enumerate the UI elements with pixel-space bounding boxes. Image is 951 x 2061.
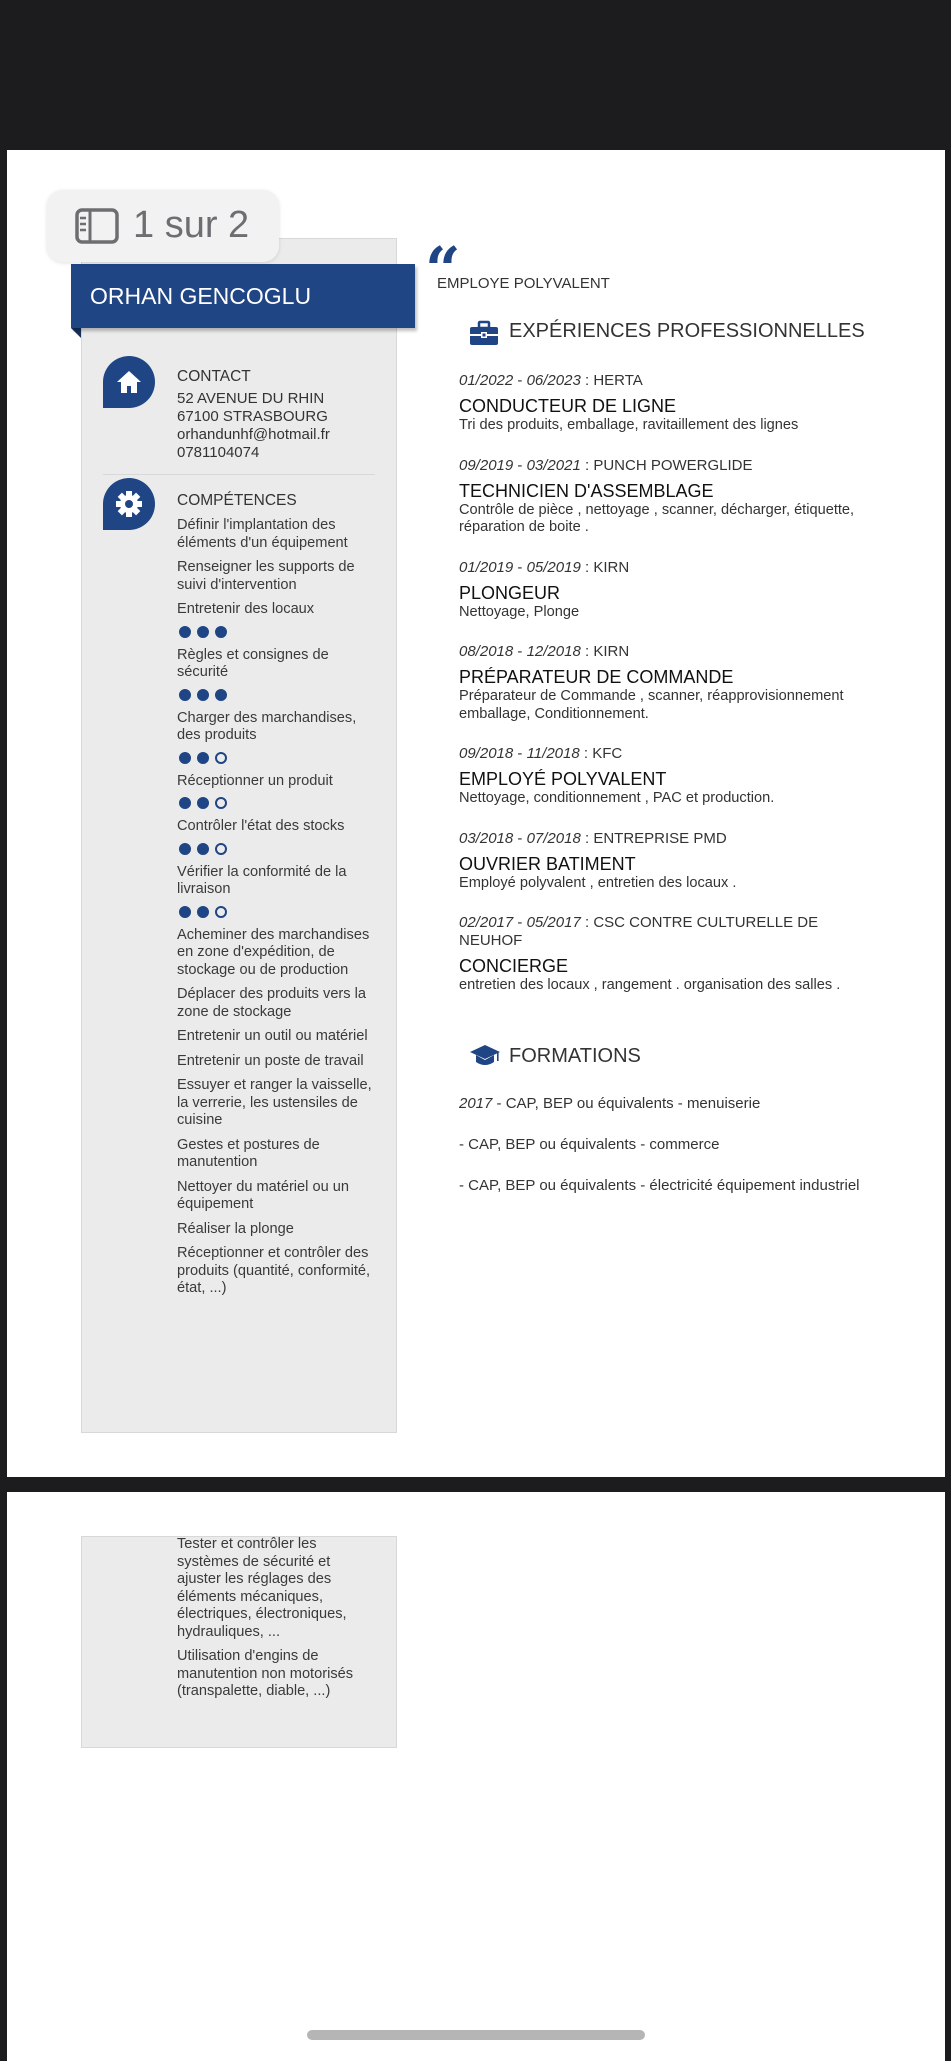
banner-fold bbox=[71, 328, 81, 338]
job-start-date: 09/2019 bbox=[459, 456, 514, 474]
job-dates: 09/2019 - 03/2021 : PUNCH POWERGLIDE bbox=[459, 456, 753, 474]
job-company: CSC CONTRE CULTURELLE DE NEUHOF bbox=[459, 914, 819, 949]
formation-entry: - CAP, BEP ou équivalents - commerce bbox=[459, 1136, 720, 1153]
rating-dot bbox=[215, 906, 227, 918]
formation-entry: 2017 - CAP, BEP ou équivalents - menuiserie bbox=[459, 1095, 761, 1112]
quote-mark: “ bbox=[425, 233, 461, 306]
home-indicator[interactable] bbox=[307, 2030, 645, 2040]
address-line-2: 67100 STRASBOURG bbox=[177, 408, 328, 425]
address-line-1: 52 AVENUE DU RHIN bbox=[177, 390, 325, 407]
skills-list bbox=[177, 517, 377, 1305]
job-entry bbox=[459, 830, 879, 893]
rating-dot bbox=[215, 689, 227, 701]
rating-dot bbox=[197, 797, 209, 809]
job-description: Contrôle de pièce , nettoyage , scanner, décharger, étiquette, réparation de boite . bbox=[459, 501, 855, 535]
skills-title: COMPÉTENCES bbox=[177, 492, 297, 509]
rating-dot bbox=[179, 752, 191, 764]
rating-dot bbox=[197, 906, 209, 918]
job-description: Nettoyage, conditionnement , PAC et production. bbox=[459, 790, 775, 806]
education-list bbox=[459, 1095, 879, 1218]
job-end-date: 07/2018 bbox=[526, 829, 581, 847]
job-title: TECHNICIEN D'ASSEMBLAGE bbox=[459, 480, 714, 501]
rating-dot bbox=[179, 689, 191, 701]
skill-rating bbox=[179, 906, 377, 918]
job-description: Nettoyage, Plonge bbox=[459, 603, 580, 620]
sidebar-toggle-icon bbox=[75, 208, 119, 244]
job-start-date: 09/2018 bbox=[459, 745, 514, 762]
page-indicator[interactable] bbox=[47, 190, 279, 262]
job-company: HERTA bbox=[593, 372, 643, 389]
job-end-date: 06/2023 bbox=[526, 372, 581, 389]
skill-item: Réceptionner et contrôler des produits (quantité, conformité, état, ...) bbox=[177, 1245, 371, 1296]
job-dates: 09/2018 - 11/2018 : KFC bbox=[459, 745, 623, 762]
skill-item: Règles et consignes de sécurité bbox=[177, 646, 329, 680]
job-company: KIRN bbox=[593, 558, 630, 576]
headline: EMPLOYE POLYVALENT bbox=[437, 275, 610, 292]
skill-rating bbox=[179, 689, 377, 701]
skill-item: Entretenir un outil ou matériel bbox=[177, 1028, 368, 1044]
skill-rating bbox=[179, 797, 377, 809]
job-entry bbox=[459, 745, 879, 808]
viewer-top-bar bbox=[0, 0, 951, 150]
formation-text: CAP, BEP ou équivalents - menuiserie bbox=[505, 1095, 761, 1112]
rating-dot bbox=[197, 752, 209, 764]
job-entry bbox=[459, 914, 879, 995]
job-title: PLONGEUR bbox=[459, 582, 561, 603]
job-end-date: 12/2018 bbox=[526, 643, 581, 660]
job-title: CONCIERGE bbox=[459, 956, 569, 976]
contact-details bbox=[177, 390, 330, 462]
skill-item: Essuyer et ranger la vaisselle, la verrerie, les ustensiles de cuisine bbox=[177, 1077, 372, 1128]
skill-item: Tester et contrôler les systèmes de sécurité et ajuster les réglages des éléments mécaniques, électriques, électroniques, hydrauliques, ... bbox=[177, 1536, 347, 1640]
page-indicator-label: 1 sur 2 bbox=[133, 204, 250, 246]
rating-dot bbox=[179, 797, 191, 809]
skill-item: Réceptionner un produit bbox=[177, 772, 333, 789]
job-dates: 03/2018 - 07/2018 : ENTREPRISE PMD bbox=[459, 829, 727, 847]
person-name: ORHAN GENCOGLU bbox=[90, 282, 312, 309]
job-start-date: 08/2018 bbox=[459, 643, 514, 660]
formation-year: 2017 bbox=[459, 1095, 493, 1112]
job-title: PRÉPARATEUR DE COMMANDE bbox=[459, 667, 734, 687]
phone[interactable]: 0781104074 bbox=[177, 444, 260, 461]
job-title: OUVRIER BATIMENT bbox=[459, 853, 636, 874]
job-description: Tri des produits, emballage, ravitaillement des lignes bbox=[459, 417, 799, 433]
gear-icon bbox=[103, 478, 155, 530]
home-icon bbox=[103, 356, 155, 408]
skill-item: Utilisation d'engins de manutention non motorisés (transpalette, diable, ...) bbox=[177, 1648, 354, 1699]
experience-list bbox=[459, 372, 879, 1017]
skill-item: Charger des marchandises, des produits bbox=[177, 709, 357, 743]
rating-dot bbox=[197, 689, 209, 701]
job-company: PUNCH POWERGLIDE bbox=[593, 456, 753, 474]
skill-item: Entretenir un poste de travail bbox=[177, 1052, 364, 1069]
rating-dot bbox=[215, 752, 227, 764]
skill-item: Gestes et postures de manutention bbox=[177, 1136, 320, 1170]
job-start-date: 01/2019 bbox=[459, 558, 514, 576]
skill-rating bbox=[179, 752, 377, 764]
skill-item: Acheminer des marchandises en zone d'expédition, de stockage ou de production bbox=[177, 926, 370, 978]
formation-entry: - CAP, BEP ou équivalents - électricité équipement industriel bbox=[459, 1177, 860, 1194]
job-company: ENTREPRISE PMD bbox=[593, 829, 727, 847]
email[interactable]: orhandunhf@hotmail.fr bbox=[177, 426, 330, 443]
name-banner bbox=[71, 264, 415, 328]
job-end-date: 03/2021 bbox=[526, 456, 581, 474]
rating-dot bbox=[215, 843, 227, 855]
skill-item: Renseigner les supports de suivi d'intervention bbox=[177, 559, 355, 593]
job-start-date: 02/2017 bbox=[459, 914, 514, 931]
job-entry bbox=[459, 559, 879, 622]
job-company: KFC bbox=[592, 745, 623, 762]
rating-dot bbox=[197, 843, 209, 855]
skill-item: Contrôler l'état des stocks bbox=[177, 818, 345, 834]
briefcase-icon bbox=[469, 320, 499, 346]
skill-item: Réaliser la plonge bbox=[177, 1220, 294, 1237]
document-page-2[interactable] bbox=[7, 1492, 945, 2061]
skill-item: Définir l'implantation des éléments d'un équipement bbox=[177, 517, 348, 551]
skill-item: Nettoyer du matériel ou un équipement bbox=[177, 1178, 349, 1212]
education-title: FORMATIONS bbox=[509, 1045, 641, 1067]
job-dates: 01/2019 - 05/2019 : KIRN bbox=[459, 558, 630, 576]
skill-rating bbox=[179, 626, 377, 638]
skill-rating bbox=[179, 843, 377, 855]
job-start-date: 01/2022 bbox=[459, 372, 514, 389]
job-end-date: 05/2019 bbox=[526, 558, 581, 576]
skill-item: Vérifier la conformité de la livraison bbox=[177, 863, 347, 897]
job-start-date: 03/2018 bbox=[459, 829, 514, 847]
rating-dot bbox=[179, 626, 191, 638]
job-dates: 01/2022 - 06/2023 : HERTA bbox=[459, 372, 643, 389]
rating-dot bbox=[197, 626, 209, 638]
job-description: Employé polyvalent , entretien des locaux . bbox=[459, 874, 737, 891]
job-title: CONDUCTEUR DE LIGNE bbox=[459, 396, 677, 416]
job-description: Préparateur de Commande , scanner, réapprovisionnement emballage, Conditionnement. bbox=[459, 688, 844, 722]
job-company: KIRN bbox=[593, 643, 630, 660]
job-description: entretien des locaux , rangement . organisation des salles . bbox=[459, 977, 841, 993]
job-dates: 08/2018 - 12/2018 : KIRN bbox=[459, 643, 630, 660]
formation-text: CAP, BEP ou équivalents - électricité équipement industriel bbox=[468, 1177, 860, 1194]
job-end-date: 11/2018 bbox=[526, 745, 580, 762]
skill-item: Entretenir des locaux bbox=[177, 601, 315, 617]
job-entry bbox=[459, 457, 879, 537]
experience-title: EXPÉRIENCES PROFESSIONNELLES bbox=[509, 320, 865, 342]
job-title: EMPLOYÉ POLYVALENT bbox=[459, 769, 667, 789]
contact-title: CONTACT bbox=[177, 368, 251, 385]
skills-list-page-2 bbox=[177, 1536, 377, 1708]
job-dates: 02/2017 - 05/2017 : CSC CONTRE CULTURELLE DE NEUHOF bbox=[459, 914, 819, 949]
job-end-date: 05/2017 bbox=[526, 914, 581, 931]
rating-dot bbox=[179, 906, 191, 918]
graduation-cap-icon bbox=[469, 1043, 501, 1069]
formation-text: CAP, BEP ou équivalents - commerce bbox=[468, 1136, 720, 1153]
sidebar-divider bbox=[103, 474, 375, 475]
rating-dot bbox=[215, 626, 227, 638]
job-entry bbox=[459, 372, 879, 435]
rating-dot bbox=[179, 843, 191, 855]
job-entry bbox=[459, 643, 879, 723]
document-page-1[interactable] bbox=[7, 150, 945, 1477]
skill-item: Déplacer des produits vers la zone de stockage bbox=[177, 986, 366, 1020]
rating-dot bbox=[215, 797, 227, 809]
